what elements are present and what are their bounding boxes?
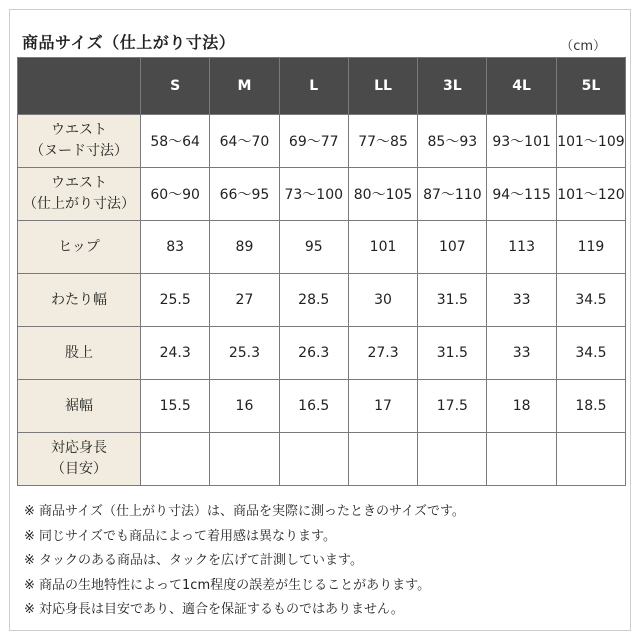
table-cell: 25.3 xyxy=(210,327,279,380)
row-label: ウエスト xyxy=(51,122,107,138)
row-label-cell xyxy=(18,433,141,486)
table-cell: 27.3 xyxy=(348,327,417,380)
table-cell: 34.5 xyxy=(556,327,625,380)
table-cell xyxy=(348,433,417,486)
table-row xyxy=(18,274,626,327)
table-row xyxy=(18,380,626,433)
table-cell: 69～77 xyxy=(279,115,348,168)
table-cell: 107 xyxy=(418,221,487,274)
table-cell: 24.3 xyxy=(141,327,210,380)
table-cell: 89 xyxy=(210,221,279,274)
row-label-cell xyxy=(18,327,141,380)
table-cell xyxy=(210,433,279,486)
table-cell: 101 xyxy=(348,221,417,274)
size-header: L xyxy=(279,58,348,115)
size-header: LL xyxy=(348,58,417,115)
table-cell: 85～93 xyxy=(418,115,487,168)
table-cell: 119 xyxy=(556,221,625,274)
row-label: わたり幅 xyxy=(51,291,107,308)
table-cell: 17.5 xyxy=(418,380,487,433)
table-cell: 113 xyxy=(487,221,556,274)
table-cell: 73～100 xyxy=(279,168,348,221)
row-label: 股上 xyxy=(65,344,93,361)
size-header: S xyxy=(141,58,210,115)
row-label-cell xyxy=(18,221,141,274)
table-cell: 15.5 xyxy=(141,380,210,433)
row-label-cell xyxy=(18,115,141,168)
table-cell: 34.5 xyxy=(556,274,625,327)
table-cell xyxy=(279,433,348,486)
table-cell: 95 xyxy=(279,221,348,274)
table-cell: 27 xyxy=(210,274,279,327)
table-cell: 101～120 xyxy=(556,168,625,221)
table-row xyxy=(18,221,626,274)
table-cell xyxy=(418,433,487,486)
table-cell: 64～70 xyxy=(210,115,279,168)
row-sublabel: （ヌード寸法） xyxy=(30,143,128,159)
table-cell: 31.5 xyxy=(418,274,487,327)
table-cell: 66～95 xyxy=(210,168,279,221)
table-cell xyxy=(487,433,556,486)
table-cell: 26.3 xyxy=(279,327,348,380)
table-cell: 30 xyxy=(348,274,417,327)
table-row xyxy=(18,327,626,380)
table-row xyxy=(18,433,626,486)
table-cell xyxy=(141,433,210,486)
table-cell: 80～105 xyxy=(348,168,417,221)
row-sublabel: （仕上がり寸法） xyxy=(23,196,135,212)
note-line: ※ 対応身長は目安であり、適合を保証するものではありません。 xyxy=(24,602,404,617)
table-cell: 25.5 xyxy=(141,274,210,327)
row-label-cell xyxy=(18,380,141,433)
size-header: 4L xyxy=(487,58,556,115)
row-label-cell xyxy=(18,168,141,221)
table-cell: 31.5 xyxy=(418,327,487,380)
row-label: ヒップ xyxy=(58,238,100,255)
table-cell: 16.5 xyxy=(279,380,348,433)
table-cell: 93～101 xyxy=(487,115,556,168)
size-header: M xyxy=(210,58,279,115)
row-sublabel: （目安） xyxy=(51,461,107,477)
table-cell: 17 xyxy=(348,380,417,433)
table-cell: 77～85 xyxy=(348,115,417,168)
row-label: 裾幅 xyxy=(65,397,93,414)
note-line: ※ 商品サイズ（仕上がり寸法）は、商品を実際に測ったときのサイズです。 xyxy=(24,504,465,519)
table-cell: 33 xyxy=(487,327,556,380)
table-cell xyxy=(556,433,625,486)
table-cell: 58～64 xyxy=(141,115,210,168)
table-row xyxy=(18,115,626,168)
table-cell: 16 xyxy=(210,380,279,433)
table-cell: 33 xyxy=(487,274,556,327)
table-cell: 18.5 xyxy=(556,380,625,433)
table-cell: 18 xyxy=(487,380,556,433)
row-label-cell xyxy=(18,274,141,327)
table-cell: 87～110 xyxy=(418,168,487,221)
size-header: 5L xyxy=(556,58,625,115)
notes-list xyxy=(24,500,624,623)
unit-label: （cm） xyxy=(560,39,606,54)
size-table xyxy=(17,57,626,486)
table-cell: 101～109 xyxy=(556,115,625,168)
note-line: ※ タックのある商品は、タックを広げて計測しています。 xyxy=(24,553,363,568)
table-header-row xyxy=(18,58,626,115)
table-cell: 60～90 xyxy=(141,168,210,221)
row-label: 対応身長 xyxy=(51,440,107,456)
size-chart-card xyxy=(9,9,631,631)
page-title: 商品サイズ（仕上がり寸法） xyxy=(22,33,236,52)
row-label: ウエスト xyxy=(51,175,107,191)
table-row xyxy=(18,168,626,221)
note-line: ※ 商品の生地特性によって1cm程度の誤差が生じることがあります。 xyxy=(24,577,431,593)
size-header: 3L xyxy=(418,58,487,115)
table-cell: 94～115 xyxy=(487,168,556,221)
table-cell: 28.5 xyxy=(279,274,348,327)
table-cell: 83 xyxy=(141,221,210,274)
table-corner-cell xyxy=(18,58,141,115)
note-line: ※ 同じサイズでも商品によって着用感は異なります。 xyxy=(24,528,336,544)
